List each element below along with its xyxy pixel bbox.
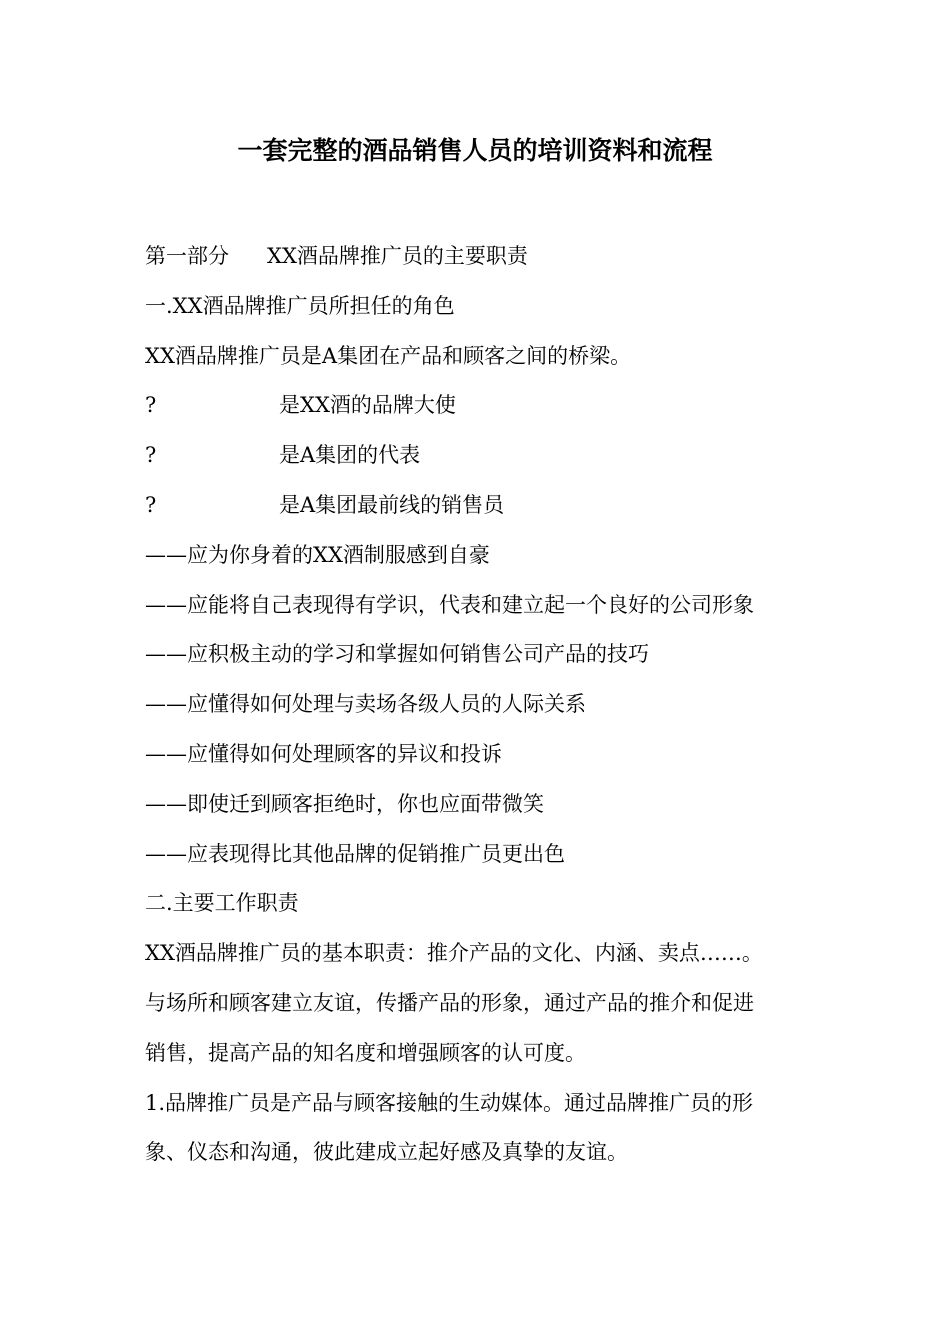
bullet-item <box>145 481 815 531</box>
item1-paragraph-line: 象、仪态和沟通，彼此建成立起好感及真挚的友谊。 <box>145 1140 628 1165</box>
dash-item: ——应为你身着的XX酒制服感到自豪 <box>145 542 490 567</box>
part-heading <box>145 232 815 282</box>
section1-heading: 一.XX酒品牌推广员所担任的角色 <box>145 293 455 318</box>
section2-paragraph-line: 与场所和顾客建立友谊，传播产品的形象，通过产品的推介和促进 <box>145 990 754 1015</box>
dash-item: ——即使迁到顾客拒绝时，你也应面带微笑 <box>145 791 544 816</box>
bullet-mark: ? <box>145 393 157 418</box>
section1-intro: XX酒品牌推广员是A集团在产品和顾客之间的桥梁。 <box>145 343 632 368</box>
bullet-text: 是XX酒的品牌大使 <box>279 393 456 418</box>
bullet-mark: ? <box>145 443 157 468</box>
document-body <box>145 232 815 1178</box>
document-title: 一套完整的酒品销售人员的培训资料和流程 <box>237 136 713 165</box>
section2-paragraph-line: 销售，提高产品的知名度和增强顾客的认可度。 <box>145 1040 586 1065</box>
dash-item: ——应能将自己表现得有学识，代表和建立起一个良好的公司形象 <box>145 592 754 617</box>
section2-heading: 二.主要工作职责 <box>145 891 299 916</box>
bullet-item <box>145 381 815 431</box>
section2-paragraph-line: XX酒品牌推广员的基本职责：推介产品的文化、内涵、卖点……。 <box>145 941 763 966</box>
dash-item: ——应懂得如何处理顾客的异议和投诉 <box>145 741 502 766</box>
part-label: 第一部分 <box>145 244 229 268</box>
part-heading-text: XX酒品牌推广员的主要职责 <box>267 244 528 268</box>
item1-paragraph-line: 1.品牌推广员是产品与顾客接触的生动媒体。通过品牌推广员的形 <box>145 1090 754 1115</box>
bullet-item <box>145 431 815 481</box>
dash-item: ——应表现得比其他品牌的促销推广员更出色 <box>145 841 565 866</box>
bullet-mark: ? <box>145 492 157 517</box>
bullet-text: 是A集团的代表 <box>279 443 421 468</box>
bullet-text: 是A集团最前线的销售员 <box>279 492 505 517</box>
dash-item: ——应懂得如何处理与卖场各级人员的人际关系 <box>145 692 586 717</box>
dash-item: ——应积极主动的学习和掌握如何销售公司产品的技巧 <box>145 642 649 667</box>
